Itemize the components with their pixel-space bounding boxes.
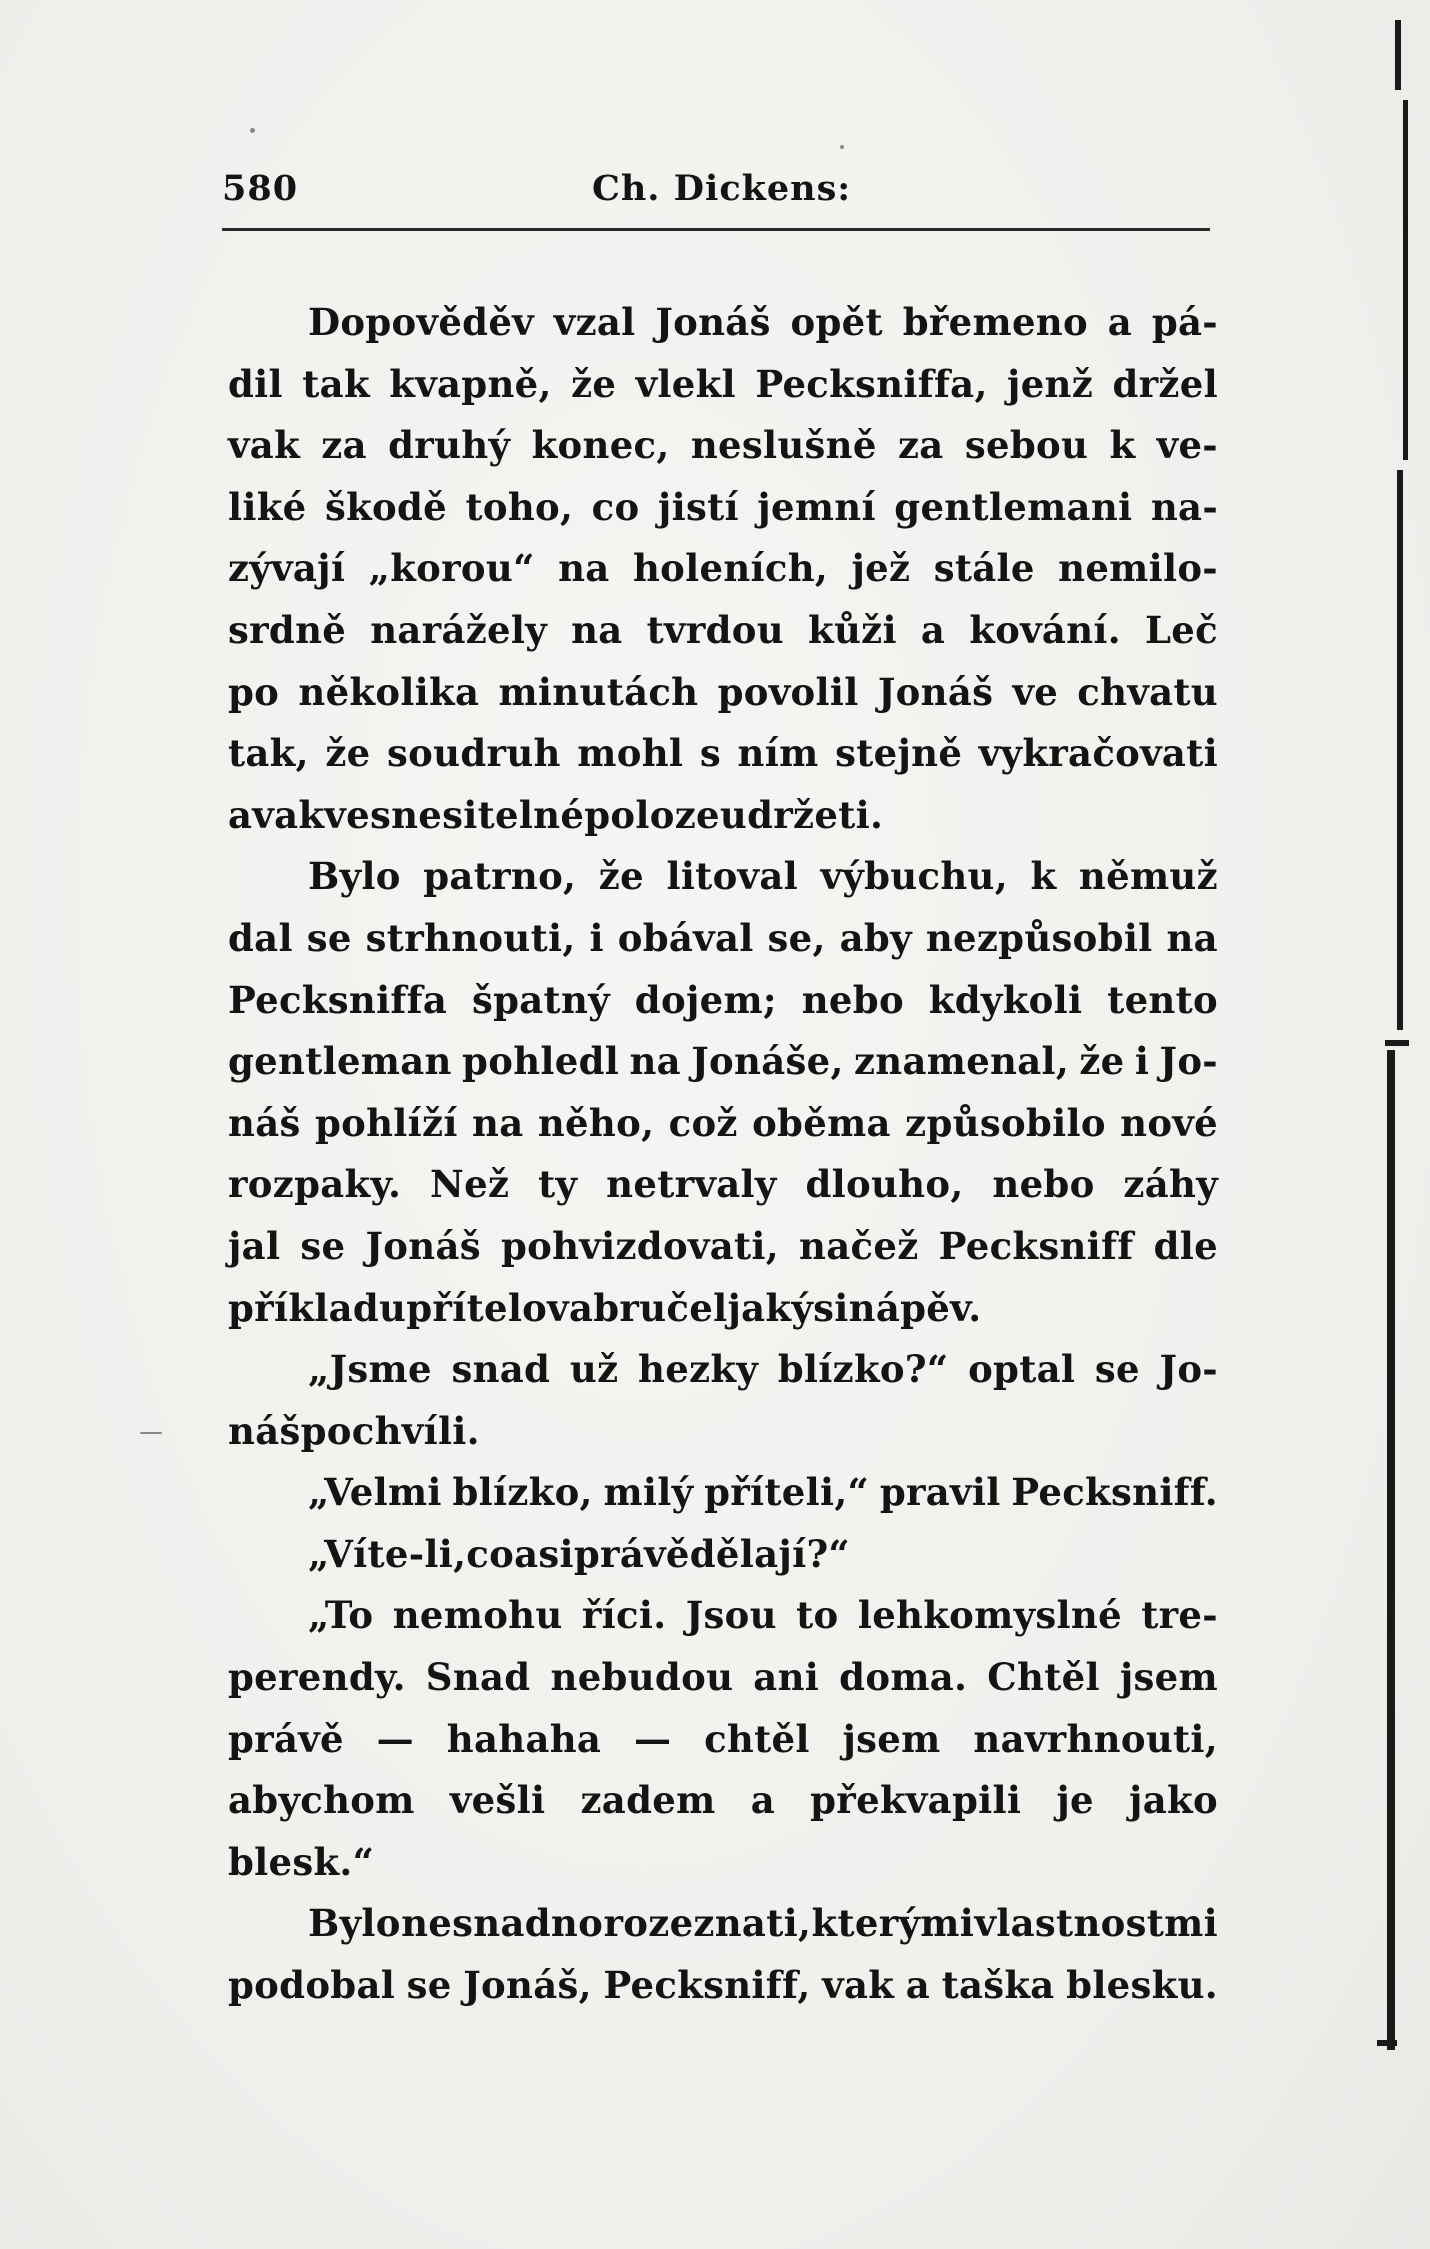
- word: gentlemani: [894, 484, 1133, 529]
- word: soudruh: [387, 731, 561, 776]
- word: holeních,: [632, 546, 829, 591]
- word: příkladu: [228, 1285, 407, 1330]
- word: Pecksniffa,: [755, 361, 988, 406]
- word: vlekl: [635, 361, 736, 406]
- word: Leč: [1144, 607, 1218, 652]
- text-line: [228, 1832, 1218, 1894]
- word: jemní: [757, 484, 876, 529]
- text-line: [228, 970, 1218, 1032]
- word: k: [1030, 854, 1057, 899]
- word: snad: [451, 1347, 551, 1392]
- word: se: [406, 1963, 452, 2008]
- word: minutách: [498, 669, 699, 714]
- word: po: [300, 1408, 352, 1453]
- word: že: [598, 854, 644, 899]
- text-line: [228, 292, 1218, 354]
- word: chtěl: [704, 1716, 810, 1761]
- word: pá-: [1151, 300, 1218, 344]
- text-line: [228, 1955, 1218, 2017]
- word: dlouho,: [805, 1162, 964, 1207]
- word: co: [591, 484, 640, 529]
- word: „Víte-li,: [308, 1531, 467, 1576]
- word: vešli: [449, 1778, 546, 1823]
- word: i: [1134, 1039, 1150, 1084]
- word: lehkomyslné: [857, 1593, 1122, 1638]
- word: konec,: [531, 423, 670, 468]
- word: chvatu: [1077, 669, 1218, 714]
- word: tento: [1107, 977, 1218, 1022]
- word: na: [472, 1100, 524, 1145]
- word: a: [228, 792, 253, 837]
- word: držel: [1112, 361, 1218, 406]
- word: druhý: [388, 423, 511, 468]
- header-rule: [222, 228, 1210, 231]
- word: ve-: [1156, 423, 1218, 468]
- word: za: [321, 423, 367, 468]
- word: obával: [617, 915, 754, 960]
- word: jistí: [657, 484, 739, 529]
- word: nesnadno: [401, 1901, 604, 1946]
- page-number: 580: [222, 168, 299, 209]
- word: bručel: [593, 1285, 728, 1330]
- word: což: [668, 1100, 738, 1145]
- word: pohvizdovati,: [500, 1223, 779, 1268]
- text-line: [228, 1647, 1218, 1709]
- word: aby: [839, 915, 912, 960]
- word: to: [796, 1593, 839, 1638]
- word: kvapně,: [389, 361, 552, 406]
- word: jenž: [1007, 361, 1094, 406]
- body-text: [228, 292, 1218, 2017]
- word: blesku.: [1066, 1963, 1218, 2008]
- word: netrvaly: [606, 1162, 777, 1207]
- word: Bylo: [308, 1901, 401, 1946]
- word: za: [897, 423, 944, 468]
- word: vak: [228, 423, 301, 468]
- word: výbuchu,: [820, 854, 1008, 899]
- word: gentleman: [228, 1039, 452, 1084]
- word: nebo: [801, 977, 904, 1022]
- word: že: [1079, 1039, 1125, 1084]
- word: Dopověděv: [308, 300, 534, 344]
- word: už: [569, 1347, 619, 1392]
- word: „To: [308, 1593, 374, 1638]
- word: ty: [538, 1162, 578, 1207]
- word: ve: [1012, 669, 1059, 714]
- word: blízko?“: [777, 1347, 949, 1392]
- word: právě: [573, 1531, 690, 1576]
- word: právě: [228, 1716, 344, 1761]
- word: Jonáš,: [463, 1963, 592, 2008]
- word: nemohu: [392, 1593, 563, 1638]
- word: znamenal,: [853, 1039, 1070, 1084]
- word: vlastnostmi: [974, 1901, 1218, 1946]
- text-line: [228, 1770, 1218, 1832]
- word: —: [633, 1716, 672, 1761]
- running-head: Ch. Dickens:: [592, 168, 852, 209]
- word: a: [750, 1778, 775, 1823]
- word: jakýsi: [727, 1285, 849, 1330]
- word: záhy: [1123, 1162, 1218, 1207]
- text-line: [228, 1524, 1218, 1586]
- word: na: [571, 607, 623, 652]
- text-line: [228, 785, 1218, 847]
- text-line: [228, 1216, 1218, 1278]
- word: dělají?“: [689, 1531, 851, 1576]
- word: neslušně: [690, 423, 877, 468]
- word: dojem;: [634, 977, 777, 1022]
- word: abychom: [228, 1778, 415, 1823]
- text-line: [228, 1401, 1218, 1463]
- text-line: [228, 415, 1218, 477]
- word: snesitelné: [369, 792, 585, 837]
- word: „Jsme: [308, 1347, 432, 1392]
- word: kování.: [969, 607, 1121, 652]
- text-line: [228, 477, 1218, 539]
- word: pravil: [879, 1470, 1001, 1515]
- word: Bylo: [308, 854, 401, 899]
- word: Jonáš: [365, 1223, 481, 1268]
- text-line: [228, 846, 1218, 908]
- word: „korou“: [368, 546, 535, 591]
- word: stále: [933, 546, 1035, 591]
- word: mohl: [577, 731, 684, 776]
- word: a: [1107, 300, 1133, 344]
- text-line: [228, 1339, 1218, 1401]
- word: nemilo-: [1058, 546, 1218, 591]
- text-line: [228, 1093, 1218, 1155]
- word: Jo-: [1159, 1039, 1218, 1084]
- word: Pecksniff,: [603, 1963, 811, 2008]
- word: že: [571, 361, 617, 406]
- word: navrhnouti,: [973, 1716, 1218, 1761]
- word: Jonáš: [877, 669, 994, 714]
- word: jsem: [842, 1716, 941, 1761]
- word: přítelova: [406, 1285, 594, 1330]
- word: poloze: [584, 792, 720, 837]
- word: pohledl: [462, 1039, 620, 1084]
- word: nápěv.: [848, 1285, 982, 1330]
- word: hahaha: [446, 1716, 602, 1761]
- text-line: [228, 1709, 1218, 1771]
- text-line: [228, 1278, 1218, 1340]
- word: Pecksniffa: [228, 977, 448, 1022]
- word: se,: [767, 915, 826, 960]
- word: chvíli.: [351, 1408, 480, 1453]
- word: ani: [753, 1655, 820, 1700]
- word: několika: [298, 669, 480, 714]
- text-line: [228, 354, 1218, 416]
- word: a: [920, 607, 946, 652]
- word: jal: [228, 1223, 281, 1268]
- word: na: [629, 1039, 681, 1084]
- word: co: [466, 1531, 515, 1576]
- word: vzal: [553, 300, 636, 344]
- word: břemeno: [902, 300, 1088, 344]
- word: Pecksniff: [938, 1223, 1134, 1268]
- word: jsem: [1119, 1655, 1218, 1700]
- word: rozeznati,: [603, 1901, 812, 1946]
- word: nebudou: [550, 1655, 734, 1700]
- word: „Velmi: [308, 1470, 442, 1515]
- word: se: [1094, 1347, 1140, 1392]
- word: nebo: [992, 1162, 1095, 1207]
- word: stejně: [835, 731, 963, 776]
- word: optal: [968, 1347, 1076, 1392]
- text-line: [228, 723, 1218, 785]
- paper-speck: [250, 128, 255, 133]
- word: nezpůsobil: [925, 915, 1153, 960]
- word: Pecksniff.: [1011, 1470, 1218, 1515]
- word: doma.: [839, 1655, 968, 1700]
- word: tvrdou: [646, 607, 784, 652]
- word: Chtěl: [987, 1655, 1100, 1700]
- word: s: [699, 731, 721, 776]
- word: že: [325, 731, 371, 776]
- word: perendy.: [228, 1655, 406, 1700]
- word: patrno,: [423, 854, 577, 899]
- word: asi: [514, 1531, 574, 1576]
- word: zývají: [228, 546, 346, 591]
- word: podobal: [228, 1963, 396, 2008]
- word: ve: [324, 792, 370, 837]
- word: na: [558, 546, 610, 591]
- word: němuž: [1078, 854, 1218, 899]
- text-line: [228, 662, 1218, 724]
- word: načež: [799, 1223, 919, 1268]
- word: sebou: [964, 423, 1089, 468]
- text-line: [228, 538, 1218, 600]
- word: hezky: [638, 1347, 759, 1392]
- word: pohlíží: [314, 1100, 458, 1145]
- word: strhnouti,: [365, 915, 576, 960]
- binding-edge: [1375, 0, 1430, 2249]
- word: milý: [603, 1470, 694, 1515]
- word: a: [905, 1963, 931, 2008]
- word: Než: [430, 1162, 510, 1207]
- word: narážely: [370, 607, 548, 652]
- word: po: [228, 669, 280, 714]
- paper-speck: [140, 1432, 162, 1434]
- word: nové: [1120, 1100, 1218, 1145]
- word: litoval: [666, 854, 798, 899]
- word: dal: [228, 915, 293, 960]
- word: taška: [941, 1963, 1055, 2008]
- word: Jonáš: [655, 300, 771, 344]
- word: vak: [252, 792, 325, 837]
- word: Jonáše,: [691, 1039, 844, 1084]
- word: jako: [1129, 1778, 1218, 1823]
- word: i: [589, 915, 604, 960]
- word: překvapili: [810, 1778, 1022, 1823]
- text-line: [228, 1585, 1218, 1647]
- word: kůži: [808, 607, 897, 652]
- paper-speck: [840, 145, 844, 149]
- word: náš: [228, 1100, 301, 1145]
- word: vykračovati: [978, 731, 1218, 776]
- word: špatný: [471, 977, 610, 1022]
- word: na-: [1150, 484, 1218, 529]
- word: je: [1056, 1778, 1094, 1823]
- word: tak,: [228, 731, 309, 776]
- text-line: [228, 1154, 1218, 1216]
- word: rozpaky.: [228, 1162, 402, 1207]
- word: dle: [1153, 1223, 1218, 1268]
- word: dil: [228, 361, 283, 406]
- word: blesk.“: [228, 1839, 375, 1884]
- word: se: [306, 915, 352, 960]
- word: se: [300, 1223, 346, 1268]
- word: Jsou: [685, 1593, 777, 1638]
- word: toho,: [465, 484, 574, 529]
- text-line: [228, 1893, 1218, 1955]
- word: blízko,: [452, 1470, 593, 1515]
- text-line: [228, 1462, 1218, 1524]
- word: něho,: [537, 1100, 655, 1145]
- word: vak: [822, 1963, 895, 2008]
- word: Jo-: [1159, 1347, 1218, 1392]
- word: srdně: [228, 607, 347, 652]
- word: zadem: [580, 1778, 716, 1823]
- word: udržeti.: [719, 792, 884, 837]
- word: Snad: [425, 1655, 531, 1700]
- word: kterými: [811, 1901, 975, 1946]
- word: —: [376, 1716, 414, 1761]
- word: škodě: [324, 484, 448, 529]
- word: způsobilo: [905, 1100, 1106, 1145]
- word: ním: [737, 731, 819, 776]
- word: říci.: [581, 1593, 667, 1638]
- page-header: [222, 168, 1207, 218]
- word: liké: [228, 484, 307, 529]
- word: opět: [790, 300, 883, 344]
- text-line: [228, 908, 1218, 970]
- text-line: [228, 600, 1218, 662]
- word: kdykoli: [928, 977, 1083, 1022]
- text-line: [228, 1031, 1218, 1093]
- word: příteli,“: [704, 1470, 870, 1515]
- word: povolil: [717, 669, 859, 714]
- word: jež: [851, 546, 911, 591]
- word: tre-: [1141, 1593, 1218, 1638]
- word: tak: [302, 361, 370, 406]
- word: náš: [228, 1408, 301, 1453]
- word: oběma: [752, 1100, 891, 1145]
- word: k: [1109, 423, 1136, 468]
- word: na: [1166, 915, 1218, 960]
